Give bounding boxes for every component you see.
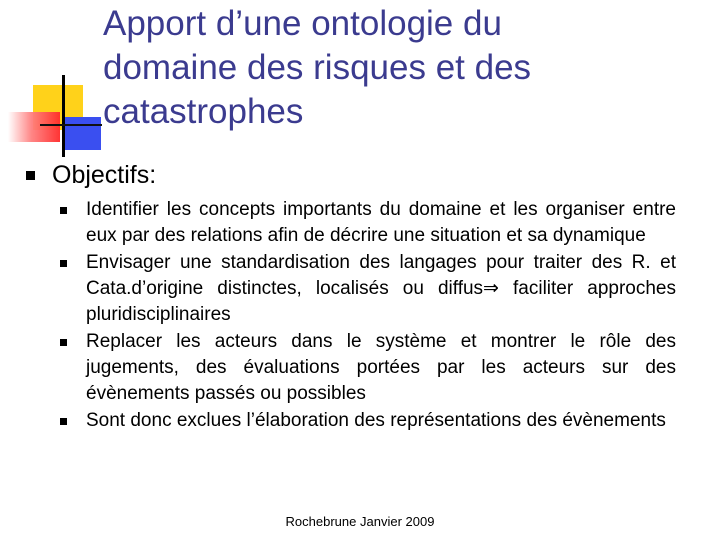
list-item bbox=[60, 197, 676, 249]
square-bullet-icon bbox=[60, 260, 67, 267]
square-bullet-icon bbox=[60, 339, 67, 346]
list-item bbox=[60, 408, 676, 434]
objectives-heading bbox=[26, 160, 156, 190]
square-bullet-icon bbox=[26, 171, 35, 180]
title-line-1: Apport d’une ontologie du bbox=[103, 4, 502, 43]
logo-red-bar bbox=[8, 112, 60, 142]
title-line-2: domaine des risques et des bbox=[103, 48, 532, 87]
slide-footer: Rochebrune Janvier 2009 bbox=[285, 514, 435, 529]
list-item-text: Identifier les concepts importants du domaine et les organiser entre eux par des relations afin de décrire une situation et sa dynamique bbox=[86, 199, 676, 246]
title-line-3: catastrophes bbox=[103, 92, 304, 131]
objectives-label: Objectifs: bbox=[52, 161, 157, 189]
list-item bbox=[60, 329, 676, 407]
square-bullet-icon bbox=[60, 207, 67, 214]
logo-blue-square bbox=[63, 117, 101, 150]
list-item-text: Replacer les acteurs dans le système et montrer le rôle des jugements, des évaluations portées par les acteurs sur des évènements passés ou possibles bbox=[86, 331, 676, 404]
list-item-text: Envisager une standardisation des langages pour traiter des R. et Cata.d’origine distinctes, localisés ou diffus⇒ faciliter approches pluridisciplinaires bbox=[86, 252, 676, 325]
list-item-text: Sont donc exclues l’élaboration des représentations des évènements bbox=[86, 410, 666, 431]
slide-title bbox=[103, 2, 703, 134]
list-item bbox=[60, 250, 676, 328]
logo-horizontal-line bbox=[40, 124, 102, 126]
logo-vertical-line bbox=[62, 75, 65, 157]
slide-logo-decoration bbox=[0, 0, 110, 170]
objectives-list bbox=[60, 197, 676, 435]
square-bullet-icon bbox=[60, 418, 67, 425]
